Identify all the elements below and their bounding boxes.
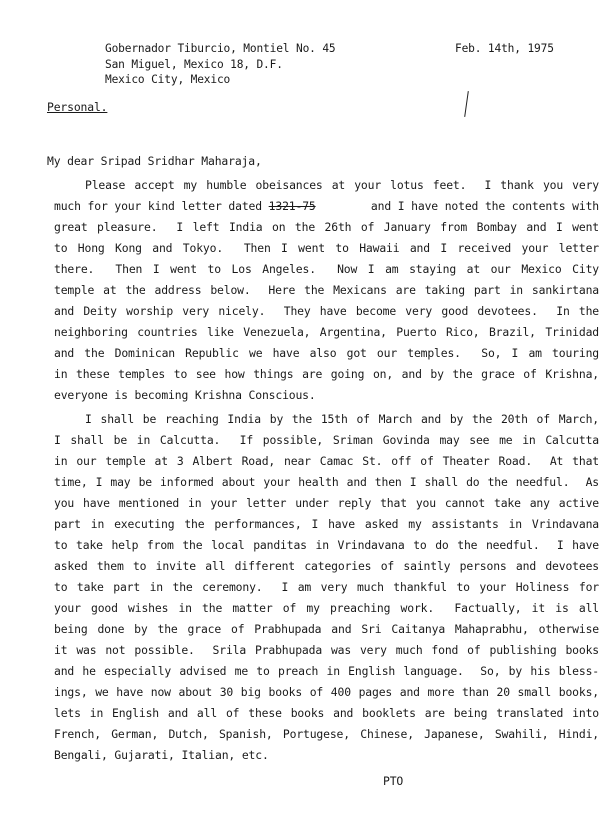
paragraph2-line-8: asked them to invite all different categories of saintly persons and devotees [54,559,599,573]
letter-date: Feb. 14th, 1975 [455,42,554,55]
paragraph1-line-3: great pleasure. I left India on the 26th of January from Bombay and I went [54,220,599,234]
paragraph2-line-16: French, German, Dutch, Spanish, Portugese, Chinese, Japanese, Swahili, Hindi, [54,727,599,741]
pen-mark [464,91,469,117]
paragraph2-line-10: your good wishes in the matter of my preaching work. Factually, it is all [54,601,599,615]
paragraph1-line-1: Please accept my humble obeisances at your lotus feet. I thank you very [85,178,599,192]
salutation: My dear Sripad Sridhar Maharaja, [47,154,262,168]
paragraph2-line-11: being done by the grace of Prabhupada and Sri Caitanya Mahaprabhu, otherwise [54,622,599,636]
paragraph2-line-5: you have mentioned in your letter under reply that you cannot take any active [54,496,599,510]
paragraph1-line-2-start: much for your kind letter dated 1321-75 [54,199,316,213]
paragraph2-line-14: ings, we have now about 30 big books of 400 pages and more than 20 small books, [54,685,599,699]
address-line-3: Mexico City, Mexico [105,73,231,86]
paragraph2-line-17: Bengali, Gujarati, Italian, etc. [54,748,269,762]
paragraph1-line-11: everyone is becoming Krishna Conscious. [54,388,316,402]
paragraph2-line-13: and he especially advised me to preach in English language. So, by his bless- [54,664,599,678]
paragraph2-line-7: to take help from the local panditas in Vrindavana to do the needful. I have [54,538,599,552]
paragraph2-line-4: time, I may be informed about your health and then I shall do the needful. As [54,475,599,489]
paragraph1-line-9: and the Dominican Republic we have also got our temples. So, I am touring [54,346,599,360]
paragraph1-line-6: temple at the address below. Here the Mexicans are taking part in sankirtana [54,283,599,297]
paragraph2-line-1: I shall be reaching India by the 15th of March and by the 20th of March, [85,412,599,426]
pto-note: PTO [383,774,404,788]
address-line-2: San Miguel, Mexico 18, D.F. [105,58,283,71]
paragraph2-line-3: in our temple at 3 Albert Road, near Camac St. off of Theater Road. At that [54,454,599,468]
paragraph1-line-2-end: and I have noted the contents with [370,199,599,213]
paragraph1-line-2 [54,199,599,213]
paragraph2-line-12: it was not possible. Srila Prabhupada was very much fond of publishing books [54,643,599,657]
address-line-1: Gobernador Tiburcio, Montiel No. 45 [105,42,336,55]
paragraph2-line-2: I shall be in Calcutta. If possible, Sriman Govinda may see me in Calcutta [54,433,599,447]
paragraph1-line-4: to Hong Kong and Tokyo. Then I went to Hawaii and I received your letter [54,241,599,255]
paragraph2-line-6: part in executing the performances, I have asked my assistants in Vrindavana [54,517,599,531]
paragraph1-line-5: there. Then I went to Los Angeles. Now I am staying at our Mexico City [54,262,599,276]
letter-date-reference: 1321-75 [268,199,316,213]
paragraph1-line-7: and Deity worship very nicely. They have become very good devotees. In the [54,304,599,318]
paragraph2-line-9: to take part in the ceremony. I am very much thankful to your Holiness for [54,580,599,594]
paragraph2-line-15: lets in English and all of these books and booklets are being translated into [54,706,599,720]
paragraph1-line-8: neighboring countries like Venezuela, Argentina, Puerto Rico, Brazil, Trinidad [54,325,599,339]
personal-label: Personal. [47,100,108,114]
paragraph1-line-10: in these temples to see how things are going on, and by the grace of Krishna, [54,367,599,381]
